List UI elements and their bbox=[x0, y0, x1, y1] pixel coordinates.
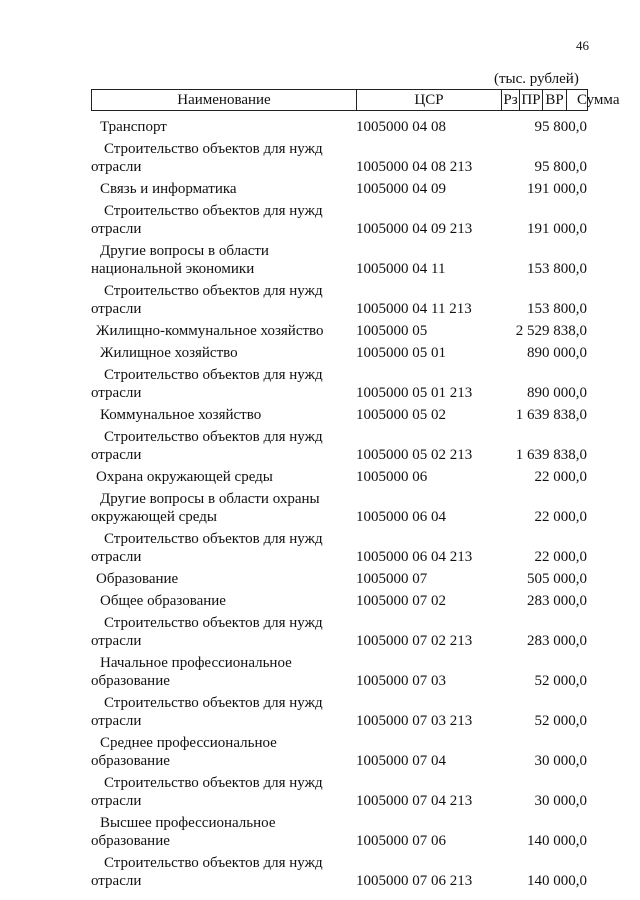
row-name-line: образование bbox=[91, 753, 170, 769]
row-name-line: Начальное профессиональное bbox=[100, 655, 292, 671]
row-amount: 153 800,0 bbox=[527, 301, 587, 317]
row-name-line: Жилищно-коммунальное хозяйство bbox=[96, 323, 324, 339]
row-code: 1005000 04 08 213 bbox=[356, 159, 473, 175]
row-code: 1005000 07 06 213 bbox=[356, 873, 473, 889]
row-amount: 30 000,0 bbox=[534, 753, 587, 769]
row-code: 1005000 06 04 213 bbox=[356, 549, 473, 565]
row-name-line: Строительство объектов для нужд bbox=[104, 531, 323, 547]
row-code: 1005000 04 08 bbox=[356, 119, 446, 135]
row-amount: 890 000,0 bbox=[527, 385, 587, 401]
row-name-line: отрасли bbox=[91, 385, 142, 401]
row-name-line: Строительство объектов для нужд bbox=[104, 775, 323, 791]
row-name-line: отрасли bbox=[91, 873, 142, 889]
row-name-line: Строительство объектов для нужд bbox=[104, 429, 323, 445]
row-name-line: отрасли bbox=[91, 549, 142, 565]
row-amount: 191 000,0 bbox=[527, 221, 587, 237]
header-csr: ЦСР bbox=[357, 90, 502, 110]
row-name-line: отрасли bbox=[91, 713, 142, 729]
row-name-line: Строительство объектов для нужд bbox=[104, 203, 323, 219]
row-name-line: Связь и информатика bbox=[100, 181, 237, 197]
row-name-line: Охрана окружающей среды bbox=[96, 469, 273, 485]
header-pr: ПР bbox=[520, 90, 543, 110]
row-amount: 1 639 838,0 bbox=[515, 447, 587, 463]
row-code: 1005000 04 09 213 bbox=[356, 221, 473, 237]
row-name-line: образование bbox=[91, 673, 170, 689]
row-code: 1005000 07 04 bbox=[356, 753, 446, 769]
row-name-line: Строительство объектов для нужд bbox=[104, 695, 323, 711]
row-code: 1005000 05 01 213 bbox=[356, 385, 473, 401]
row-amount: 30 000,0 bbox=[534, 793, 587, 809]
row-amount: 22 000,0 bbox=[534, 549, 587, 565]
row-amount: 890 000,0 bbox=[527, 345, 587, 361]
units-label: (тыс. рублей) bbox=[494, 71, 579, 87]
row-code: 1005000 05 01 bbox=[356, 345, 446, 361]
row-amount: 95 800,0 bbox=[534, 159, 587, 175]
row-name-line: Коммунальное хозяйство bbox=[100, 407, 262, 423]
row-amount: 1 639 838,0 bbox=[515, 407, 587, 423]
row-code: 1005000 04 11 213 bbox=[356, 301, 472, 317]
row-name-line: Другие вопросы в области охраны bbox=[100, 491, 320, 507]
row-code: 1005000 07 bbox=[356, 571, 428, 587]
row-name-line: Транспорт bbox=[100, 119, 167, 135]
row-amount: 140 000,0 bbox=[527, 833, 587, 849]
row-code: 1005000 04 09 bbox=[356, 181, 446, 197]
row-code: 1005000 04 11 bbox=[356, 261, 446, 277]
row-name-line: Строительство объектов для нужд bbox=[104, 615, 323, 631]
row-amount: 191 000,0 bbox=[527, 181, 587, 197]
row-amount: 283 000,0 bbox=[527, 593, 587, 609]
row-code: 1005000 07 06 bbox=[356, 833, 446, 849]
row-name-line: отрасли bbox=[91, 633, 142, 649]
row-name-line: отрасли bbox=[91, 793, 142, 809]
row-amount: 2 529 838,0 bbox=[515, 323, 587, 339]
row-amount: 283 000,0 bbox=[527, 633, 587, 649]
row-name-line: Общее образование bbox=[100, 593, 226, 609]
row-name-line: Строительство объектов для нужд bbox=[104, 283, 323, 299]
row-name-line: Строительство объектов для нужд bbox=[104, 141, 323, 157]
header-name: Наименование bbox=[92, 90, 357, 110]
row-code: 1005000 07 02 bbox=[356, 593, 446, 609]
row-name-line: Высшее профессиональное bbox=[100, 815, 276, 831]
row-name-line: отрасли bbox=[91, 159, 142, 175]
row-name-line: образование bbox=[91, 833, 170, 849]
row-name-line: Другие вопросы в области bbox=[100, 243, 269, 259]
row-name-line: отрасли bbox=[91, 221, 142, 237]
row-code: 1005000 07 03 bbox=[356, 673, 446, 689]
header-sum bbox=[567, 90, 620, 110]
row-amount: 22 000,0 bbox=[534, 509, 587, 525]
row-amount: 52 000,0 bbox=[534, 673, 587, 689]
row-code: 1005000 05 bbox=[356, 323, 428, 339]
row-amount: 52 000,0 bbox=[534, 713, 587, 729]
page-number: 46 bbox=[576, 38, 589, 53]
row-code: 1005000 05 02 213 bbox=[356, 447, 473, 463]
row-amount: 505 000,0 bbox=[527, 571, 587, 587]
row-amount: 153 800,0 bbox=[527, 261, 587, 277]
row-code: 1005000 07 03 213 bbox=[356, 713, 473, 729]
row-name-line: Образование bbox=[96, 571, 179, 587]
row-name-line: Строительство объектов для нужд bbox=[104, 855, 323, 871]
row-name-line: Среднее профессиональное bbox=[100, 735, 277, 751]
header-vr: ВР bbox=[543, 90, 567, 110]
row-name-line: отрасли bbox=[91, 301, 142, 317]
row-amount: 95 800,0 bbox=[534, 119, 587, 135]
row-name-line: национальной экономики bbox=[91, 261, 255, 277]
row-name-line: отрасли bbox=[91, 447, 142, 463]
row-amount: 22 000,0 bbox=[534, 469, 587, 485]
row-code: 1005000 07 02 213 bbox=[356, 633, 473, 649]
row-name-line: окружающей среды bbox=[91, 509, 217, 525]
header-rz: Рз bbox=[502, 90, 520, 110]
row-code: 1005000 06 04 bbox=[356, 509, 446, 525]
row-code: 1005000 06 bbox=[356, 469, 428, 485]
row-code: 1005000 07 04 213 bbox=[356, 793, 473, 809]
row-name-line: Строительство объектов для нужд bbox=[104, 367, 323, 383]
table-header bbox=[91, 89, 620, 111]
row-name-line: Жилищное хозяйство bbox=[100, 345, 238, 361]
row-code: 1005000 05 02 bbox=[356, 407, 446, 423]
header-sum-label: Сумма bbox=[577, 92, 620, 108]
row-amount: 140 000,0 bbox=[527, 873, 587, 889]
